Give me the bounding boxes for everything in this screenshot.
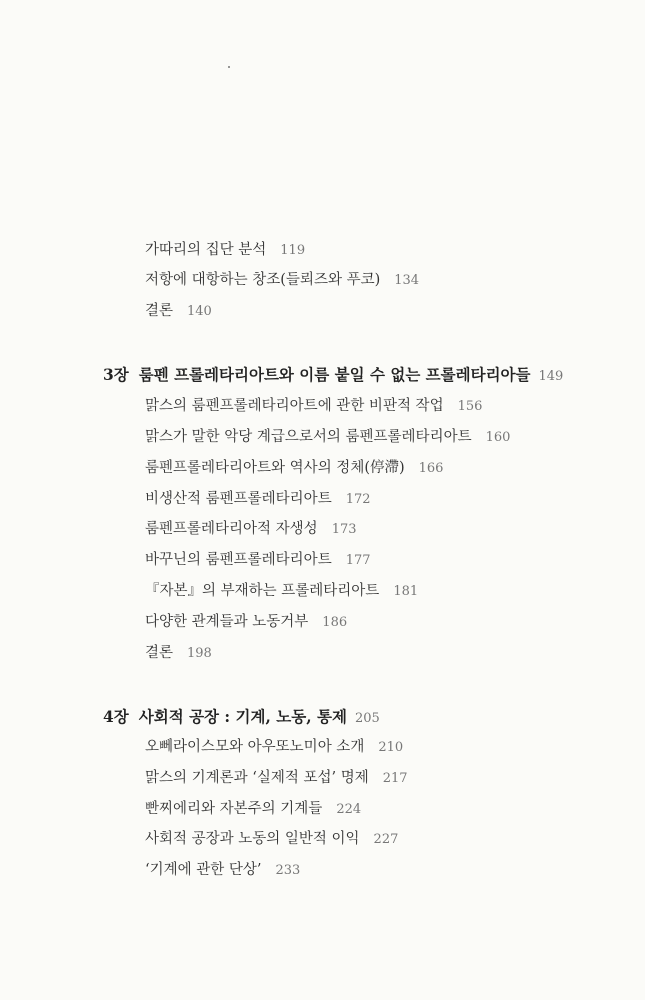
toc-entry[interactable]: [145, 860, 300, 881]
toc-entry-title: 룸펜프롤레타리아적 자생성: [145, 521, 318, 537]
toc-entry-page: 134: [394, 273, 420, 288]
toc-entry[interactable]: [145, 799, 361, 820]
toc-entry[interactable]: [145, 427, 510, 448]
toc-entry-title: 사회적 공장과 노동의 일반적 이익: [145, 831, 360, 847]
toc-entry-title: 비생산적 룸펜프롤레타리아트: [145, 491, 332, 507]
toc-entry[interactable]: [145, 612, 347, 633]
toc-entry[interactable]: [145, 768, 408, 789]
chapter-title: 룸펜 프롤레타리아트와 이름 붙일 수 없는 프롤레타리아들: [138, 365, 531, 384]
toc-entry-title: 룸펜프롤레타리아트와 역사의 정체(停滯): [145, 460, 405, 476]
toc-entry-title: 『자본』의 부재하는 프롤레타리아트: [145, 583, 380, 599]
toc-entry-title: 바꾸닌의 룸펜프롤레타리아트: [145, 552, 332, 568]
chapter-number: 4장: [103, 707, 129, 726]
toc-entry-page: 186: [322, 615, 348, 630]
chapter-heading-3[interactable]: [103, 364, 563, 388]
toc-entry[interactable]: [145, 301, 212, 322]
chapter-number: 3장: [103, 365, 129, 384]
toc-entry-title: 오뻬라이스모와 아우또노미아 소개: [145, 739, 365, 755]
toc-entry-page: 233: [275, 863, 301, 878]
chapter-title: 사회적 공장 : 기계, 노동, 통제: [138, 707, 347, 726]
toc-entry-page: 210: [378, 740, 404, 755]
chapter-page: 149: [538, 369, 564, 384]
chapter-page: 205: [354, 711, 380, 726]
toc-entry-title: 가따리의 집단 분석: [145, 242, 267, 258]
toc-entry[interactable]: [145, 489, 371, 510]
toc-entry-title: 빤찌에리와 자본주의 기계들: [145, 801, 323, 817]
toc-entry-title: 결론: [145, 645, 174, 661]
toc-entry[interactable]: [145, 519, 357, 540]
toc-entry-page: 173: [331, 522, 357, 537]
page-speck: [228, 66, 230, 68]
toc-entry-page: 217: [382, 771, 408, 786]
toc-entry-title: 다양한 관계들과 노동거부: [145, 614, 309, 630]
toc-entry[interactable]: [145, 240, 305, 261]
toc-entry[interactable]: [145, 458, 443, 479]
toc-entry-title: 맑스가 말한 악당 계급으로서의 룸펜프롤레타리아트: [145, 429, 472, 445]
toc-entry-page: 119: [280, 243, 306, 258]
toc-entry[interactable]: [145, 396, 482, 417]
toc-entry-page: 160: [485, 430, 511, 445]
toc-entry-page: 198: [187, 646, 212, 661]
toc-entry[interactable]: [145, 737, 403, 758]
toc-entry[interactable]: [145, 643, 212, 664]
toc-entry-page: 181: [393, 584, 419, 599]
toc-entry-page: 172: [345, 492, 371, 507]
toc-entry-page: 140: [187, 304, 212, 319]
toc-entry-title: 맑스의 룸펜프롤레타리아트에 관한 비판적 작업: [145, 398, 444, 414]
toc-entry-title: 맑스의 기계론과 ‘실제적 포섭’ 명제: [145, 770, 369, 786]
toc-entry[interactable]: [145, 270, 419, 291]
toc-entry[interactable]: [145, 581, 418, 602]
toc-entry-page: 156: [457, 399, 483, 414]
toc-entry[interactable]: [145, 829, 398, 850]
toc-entry-title: 저항에 대항하는 창조(들뢰즈와 푸코): [145, 272, 381, 288]
toc-entry-page: 166: [418, 461, 444, 476]
toc-entry-page: 177: [345, 553, 371, 568]
toc-entry-title: ‘기계에 관한 단상’: [145, 862, 262, 878]
toc-entry[interactable]: [145, 550, 371, 571]
toc-entry-title: 결론: [145, 303, 174, 319]
toc-entry-page: 224: [336, 802, 362, 817]
chapter-heading-4[interactable]: [103, 706, 380, 730]
toc-entry-page: 227: [373, 832, 399, 847]
